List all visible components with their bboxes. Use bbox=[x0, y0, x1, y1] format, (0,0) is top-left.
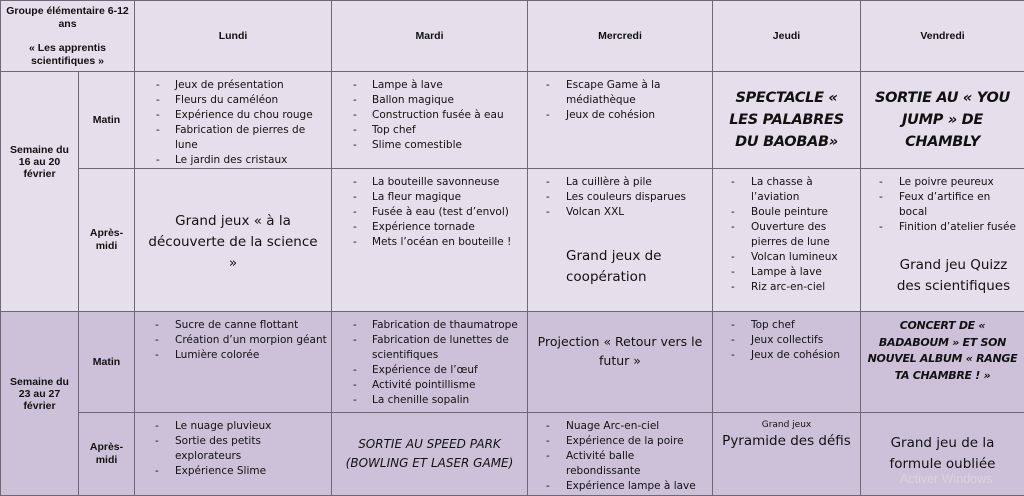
day-header-mercredi: Mercredi bbox=[528, 1, 713, 72]
group-theme-l1: « Les apprentis bbox=[5, 42, 130, 55]
week2-morning-slot: Matin bbox=[79, 312, 135, 413]
w1-morning-jeudi bbox=[713, 72, 861, 169]
activity-item: - Le jardin des cristaux bbox=[135, 153, 327, 168]
activity-list bbox=[528, 175, 712, 220]
w1-morning-lundi bbox=[135, 72, 332, 169]
w1-morning-mardi bbox=[332, 72, 528, 169]
activity-list bbox=[713, 175, 860, 295]
activity-item: - Fabrication de thaumatrope bbox=[332, 318, 523, 333]
activity-item: - Expérience de l’œuf bbox=[332, 363, 523, 378]
activity-item: - Fleurs du caméléon bbox=[135, 93, 327, 108]
activity-item: - La bouteille savonneuse bbox=[332, 175, 523, 190]
activity-item: - Fusée à eau (test d’envol) bbox=[332, 205, 523, 220]
week2-afternoon-slot bbox=[79, 413, 135, 496]
activity-list bbox=[528, 419, 712, 494]
group-theme-l2: scientifiques » bbox=[5, 55, 130, 68]
group-title: Groupe élémentaire 6-12 bbox=[5, 5, 130, 18]
w2-morning-vendredi bbox=[861, 312, 1024, 413]
activity-item: - Fabrication de pierres de lune bbox=[135, 123, 327, 153]
activity-list bbox=[332, 175, 527, 250]
activity-list bbox=[713, 318, 860, 363]
week1-label-l3: février bbox=[1, 168, 78, 180]
week1-afternoon-row bbox=[1, 169, 1024, 312]
activity-item: - Création d’un morpion géant bbox=[137, 333, 327, 348]
activity-item: - Expérience tornade bbox=[332, 220, 523, 235]
activity-item: - Fabrication de lunettes de scientifiques bbox=[332, 333, 523, 363]
activity-item: - Les couleurs disparues bbox=[528, 190, 708, 205]
event-spectacle: SPECTACLE « LES PALABRES DU BAOBAB» bbox=[713, 87, 860, 153]
week2-morning-row bbox=[1, 312, 1024, 413]
day-header-jeudi: Jeudi bbox=[713, 1, 861, 72]
activity-item: - Jeux de cohésion bbox=[528, 108, 708, 123]
event-projection: Projection « Retour vers le futur » bbox=[528, 332, 712, 370]
activity-item: - Volcan XXL bbox=[528, 205, 708, 220]
activity-item: - Sortie des petits explorateurs bbox=[137, 434, 327, 464]
activity-item: - Expérience de la poire bbox=[528, 434, 708, 449]
activity-list bbox=[135, 318, 331, 363]
activity-item: - Jeux collectifs bbox=[713, 333, 856, 348]
week2-label-l2: 23 au 27 bbox=[1, 388, 78, 400]
w1-afternoon-mardi bbox=[332, 169, 528, 312]
week1-label bbox=[1, 72, 79, 312]
activity-list bbox=[135, 78, 331, 168]
w2-afternoon-jeudi bbox=[713, 413, 861, 496]
activity-item: - Activité balle rebondissante bbox=[528, 449, 708, 479]
day-header-mardi: Mardi bbox=[332, 1, 528, 72]
activity-item: - Finition d’atelier fusée bbox=[861, 220, 1020, 235]
activity-item: - Construction fusée à eau bbox=[332, 108, 523, 123]
activity-item: - Le nuage pluvieux bbox=[137, 419, 327, 434]
activity-item: - Expérience Slime bbox=[137, 464, 327, 479]
activity-item: - Expérience lampe à lave bbox=[528, 479, 708, 494]
activity-item: - Le poivre peureux bbox=[861, 175, 1020, 190]
w2-morning-jeudi bbox=[713, 312, 861, 413]
activity-item: - La cuillère à pile bbox=[528, 175, 708, 190]
activity-item: - Lampe à lave bbox=[332, 78, 523, 93]
day-header-vendredi: Vendredi bbox=[861, 1, 1024, 72]
activity-item: - Slime comestible bbox=[332, 138, 523, 153]
week1-label-l1: Semaine du bbox=[1, 144, 78, 156]
event-formule-oubliee: Grand jeu de la formule oubliée bbox=[861, 433, 1024, 475]
w2-morning-mardi bbox=[332, 312, 528, 413]
windows-activation-watermark: Activer Windows bbox=[900, 472, 992, 486]
activity-item: - Nuage Arc-en-ciel bbox=[528, 419, 708, 434]
activity-item: - Jeux de présentation bbox=[135, 78, 327, 93]
event-grand-jeux-cooperation: Grand jeux de coopération bbox=[528, 246, 712, 288]
event-you-jump: SORTIE AU « YOU JUMP » DE CHAMBLY bbox=[861, 87, 1024, 153]
day-header-lundi: Lundi bbox=[135, 1, 332, 72]
week1-label-l2: 16 au 20 bbox=[1, 156, 78, 168]
activity-item: - Top chef bbox=[332, 123, 523, 138]
w1-morning-vendredi bbox=[861, 72, 1024, 169]
week1-morning-slot: Matin bbox=[79, 72, 135, 169]
slot-label-l1: Après- bbox=[79, 441, 134, 454]
activity-item: - Riz arc-en-ciel bbox=[713, 280, 856, 295]
event-concert-badaboum: CONCERT DE « BADABOUM » ET SON NOUVEL ALBUM « RANGE TA CHAMBRE ! » bbox=[861, 318, 1024, 384]
activity-item: - Escape Game à la médiathèque bbox=[528, 78, 708, 108]
w1-afternoon-jeudi bbox=[713, 169, 861, 312]
w1-morning-mercredi bbox=[528, 72, 713, 169]
activity-item: - Feux d’artifice en bocal bbox=[861, 190, 1020, 220]
event-speed-park-l2: (BOWLING ET LASER GAME) bbox=[332, 454, 527, 473]
grand-jeux-caption: Grand jeux bbox=[713, 419, 860, 431]
activity-list bbox=[332, 78, 527, 153]
w2-afternoon-mercredi bbox=[528, 413, 713, 496]
week1-afternoon-slot bbox=[79, 169, 135, 312]
activity-list bbox=[332, 318, 527, 408]
activity-item: - Boule peinture bbox=[713, 205, 856, 220]
activity-item: - Ouverture des pierres de lune bbox=[713, 220, 856, 250]
event-grand-jeux-science: Grand jeux « à la découverte de la science » bbox=[135, 211, 331, 274]
week2-label-l3: février bbox=[1, 400, 78, 412]
activity-item: - Volcan lumineux bbox=[713, 250, 856, 265]
activity-list bbox=[528, 78, 712, 123]
slot-label-l2: midi bbox=[79, 240, 134, 253]
w2-morning-lundi bbox=[135, 312, 332, 413]
week2-label-l1: Semaine du bbox=[1, 376, 78, 388]
slot-label-l2: midi bbox=[79, 454, 134, 467]
w2-afternoon-lundi bbox=[135, 413, 332, 496]
w1-afternoon-mercredi bbox=[528, 169, 713, 312]
w2-afternoon-mardi bbox=[332, 413, 528, 496]
slot-label-l1: Après- bbox=[79, 227, 134, 240]
event-speed-park-l1: SORTIE AU SPEED PARK bbox=[332, 435, 527, 454]
activity-item: - La fleur magique bbox=[332, 190, 523, 205]
activity-item: - La chasse à l’aviation bbox=[713, 175, 856, 205]
activity-item: - Mets l’océan en bouteille ! bbox=[332, 235, 523, 250]
week1-morning-row bbox=[1, 72, 1024, 169]
event-pyramide-defis: Pyramide des défis bbox=[713, 431, 860, 451]
group-age: ans bbox=[5, 18, 130, 31]
activity-item: - Ballon magique bbox=[332, 93, 523, 108]
activity-item: - Lumière colorée bbox=[137, 348, 327, 363]
group-title-cell bbox=[1, 1, 135, 72]
header-row bbox=[1, 1, 1024, 72]
w2-morning-mercredi bbox=[528, 312, 713, 413]
activity-item: - Activité pointillisme bbox=[332, 378, 523, 393]
activity-item: - Expérience du chou rouge bbox=[135, 108, 327, 123]
activity-list bbox=[135, 419, 331, 479]
w1-afternoon-lundi bbox=[135, 169, 332, 312]
week2-label bbox=[1, 312, 79, 496]
week2-afternoon-row bbox=[1, 413, 1024, 496]
w1-afternoon-vendredi bbox=[861, 169, 1024, 312]
activity-item: - La chenille sopalin bbox=[332, 393, 523, 408]
activity-item: - Top chef bbox=[713, 318, 856, 333]
activity-item: - Sucre de canne flottant bbox=[137, 318, 327, 333]
activity-item: - Lampe à lave bbox=[713, 265, 856, 280]
event-quizz-scientifiques: Grand jeu Quizz des scientifiques bbox=[861, 255, 1024, 297]
activity-item: - Jeux de cohésion bbox=[713, 348, 856, 363]
activity-list bbox=[861, 175, 1024, 235]
